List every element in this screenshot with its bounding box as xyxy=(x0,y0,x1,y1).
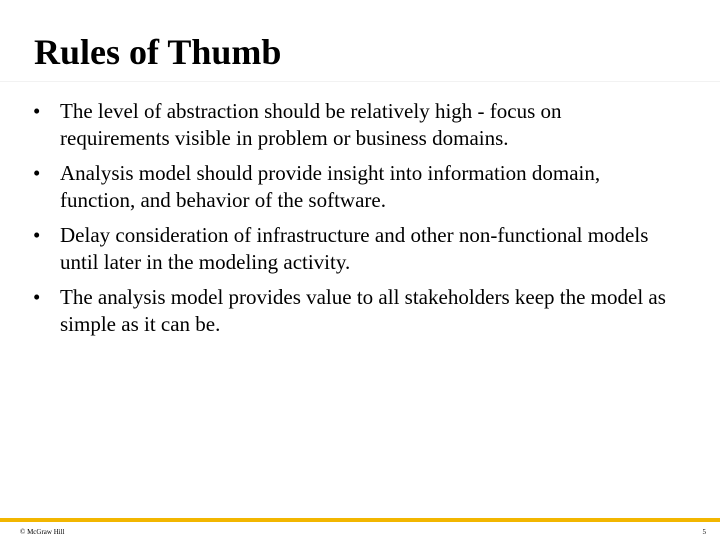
bullet-text: Delay consideration of infrastructure and other non-functional models until later in the modeling activity. xyxy=(60,223,649,274)
bullet-marker: • xyxy=(33,161,41,185)
page-number: 5 xyxy=(702,528,706,536)
bullet-item xyxy=(0,160,670,214)
bullet-text: The analysis model provides value to all stakeholders keep the model as simple as it can be. xyxy=(60,285,666,336)
title-divider xyxy=(0,81,720,82)
bullet-marker: • xyxy=(33,99,41,123)
bullet-item xyxy=(0,284,670,338)
bullet-text: The level of abstraction should be relatively high - focus on requirements visible in problem or business domains. xyxy=(60,99,562,150)
bullet-item xyxy=(0,98,670,152)
bullet-item xyxy=(0,222,670,276)
slide-title: Rules of Thumb xyxy=(34,32,282,72)
bullet-marker: • xyxy=(33,223,41,247)
footer-copyright: © McGraw Hill xyxy=(20,528,65,536)
bullet-list xyxy=(0,98,720,346)
bullet-marker: • xyxy=(33,285,41,309)
bullet-text: Analysis model should provide insight into information domain, function, and behavior of the software. xyxy=(60,161,601,212)
footer-accent-bar xyxy=(0,518,720,522)
